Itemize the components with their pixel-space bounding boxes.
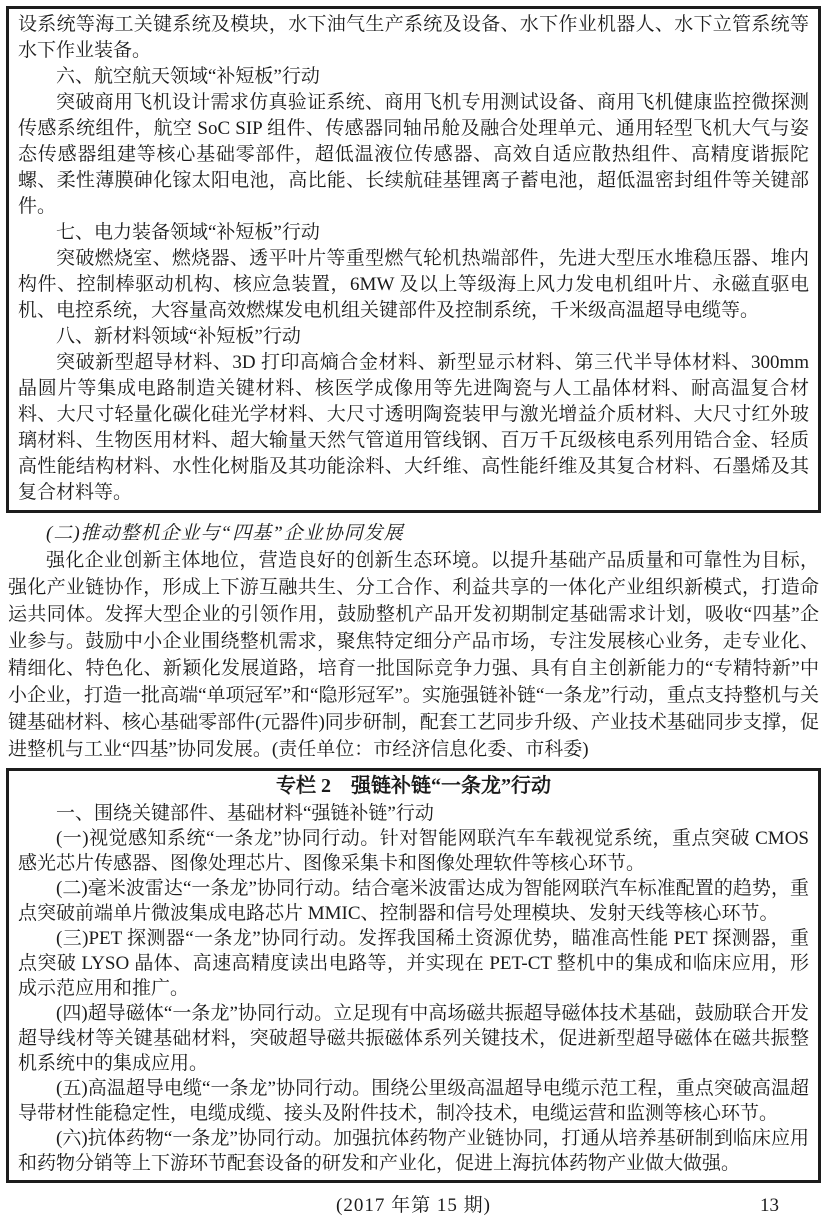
section-heading-7: 七、电力装备领域“补短板”行动 [56, 222, 320, 243]
panel-item-3: (三)PET 探测器“一条龙”协同行动。发挥我国稀土资源优势，瞄准高性能 PET 探测器，重点突破 LYSO 晶体、高速高精度读出电路等，并实现在 PET-CT 整机中的集成和临床应用，形成示范应用和推广。 [18, 928, 809, 999]
subsection-body: 强化企业创新主体地位，营造良好的创新生态环境。以提升基础产品质量和可靠性为目标，强化产业链协作，形成上下游互融共生、分工合作、利益共享的一体化产业组织新模式，打造命运共同体。发挥大型企业的引领作用，鼓励整机产品开发初期制定基础需求计划，吸收“四基”企业参与。鼓励中小企业围绕整机需求，聚焦特定细分产品市场，专注发展核心业务，走专业化、精细化、特色化、新颖化发展道路，培育一批国际竞争力强、具有自主创新能力的“专精特新”中小企业，打造一批高端“单项冠军”和“隐形冠军”。实施强链补链“一条龙”行动，重点支持整机与关键基础材料、核心基础零部件(元器件)同步研制，配套工艺同步升级、产业技术基础同步支撑，促进整机与工业“四基”协同发展。(责任单位：市经济信息化委、市科委) [8, 550, 819, 760]
continuation-paragraph: 设系统等海工关键系统及模块，水下油气生产系统及设备、水下作业机器人、水下立管系统等水下作业装备。 [18, 14, 809, 61]
panel-item-1: (一)视觉感知系统“一条龙”协同行动。针对智能网联汽车车载视觉系统，重点突破 CMOS 感光芯片传感器、图像处理芯片、图像采集卡和图像处理软件等核心环节。 [18, 828, 809, 874]
issue-label: (2017 年第 15 期) [336, 1195, 491, 1216]
section-heading-6: 六、航空航天领域“补短板”行动 [56, 66, 320, 87]
panel-item-6: (六)抗体药物“一条龙”协同行动。加强抗体药物产业链协同，打通从培养基研制到临床应用和药物分销等上下游环节配套设备的研发和产业化，促进上海抗体药物产业做大做强。 [18, 1128, 809, 1174]
page-number: 13 [760, 1195, 779, 1216]
panel-zhuanlan-2 [6, 768, 821, 1183]
subsection-heading: (二)推动整机企业与“四基”企业协同发展 [46, 523, 404, 544]
section-body-7: 突破燃烧室、燃烧器、透平叶片等重型燃气轮机热端部件，先进大型压水堆稳压器、堆内构件、控制棒驱动机构、核应急装置，6MW 及以上等级海上风力发电机组叶片、永磁直驱电机、电控系统，大容量高效燃煤发电机组关键部件及控制系统，千米级高温超导电缆等。 [18, 248, 809, 321]
section-body-6: 突破商用飞机设计需求仿真验证系统、商用飞机专用测试设备、商用飞机健康监控微探测传感系统组件，航空 SoC SIP 组件、传感器同轴吊舱及融合处理单元、通用轻型飞机大气与姿态传感器组建等核心基础零部件，超低温液位传感器、高效自适应散热组件、高精度谐振陀螺、柔性薄膜砷化镓太阳电池，高比能、长续航硅基锂离子蓄电池，超低温密封组件等关键部件。 [18, 92, 809, 217]
panel-subheading: 一、围绕关键部件、基础材料“强链补链”行动 [56, 803, 434, 824]
panel-shortboard-actions [6, 6, 821, 513]
section-body-8: 突破新型超导材料、3D 打印高熵合金材料、新型显示材料、第三代半导体材料、300mm 晶圆片等集成电路制造关键材料、核医学成像用等先进陶瓷与人工晶体材料、耐高温复合材料、大尺寸轻量化碳化硅光学材料、大尺寸透明陶瓷装甲与激光增益介质材料、大尺寸红外玻璃材料、生物医用材料、超大输量天然气管道用管线钢、百万千瓦级核电系列用锆合金、轻质高性能结构材料、水性化树脂及其功能涂料、大纤维、高性能纤维及其复合材料、石墨烯及其复合材料等。 [18, 352, 809, 503]
subsection-2 [8, 520, 819, 763]
panel-item-4: (四)超导磁体“一条龙”协同行动。立足现有中高场磁共振超导磁体技术基础，鼓励联合开发超导线材等关键基础材料，突破超导磁共振磁体系列关键技术，促进新型超导磁体在磁共振整机系统中的集成应用。 [18, 1003, 809, 1074]
panel-title: 专栏 2 强链补链“一条龙”行动 [276, 775, 551, 797]
panel-item-5: (五)高温超导电缆“一条龙”协同行动。围绕公里级高温超导电缆示范工程，重点突破高温超导带材性能稳定性，电缆成缆、接头及附件技术，制冷技术，电缆运营和监测等核心环节。 [18, 1078, 809, 1124]
section-heading-8: 八、新材料领域“补短板”行动 [56, 326, 301, 347]
page-footer [6, 1192, 821, 1220]
panel-item-2: (二)毫米波雷达“一条龙”协同行动。结合毫米波雷达成为智能网联汽车标准配置的趋势，重点突破前端单片微波集成电路芯片 MMIC、控制器和信号处理模块、发射天线等核心环节。 [18, 878, 809, 924]
